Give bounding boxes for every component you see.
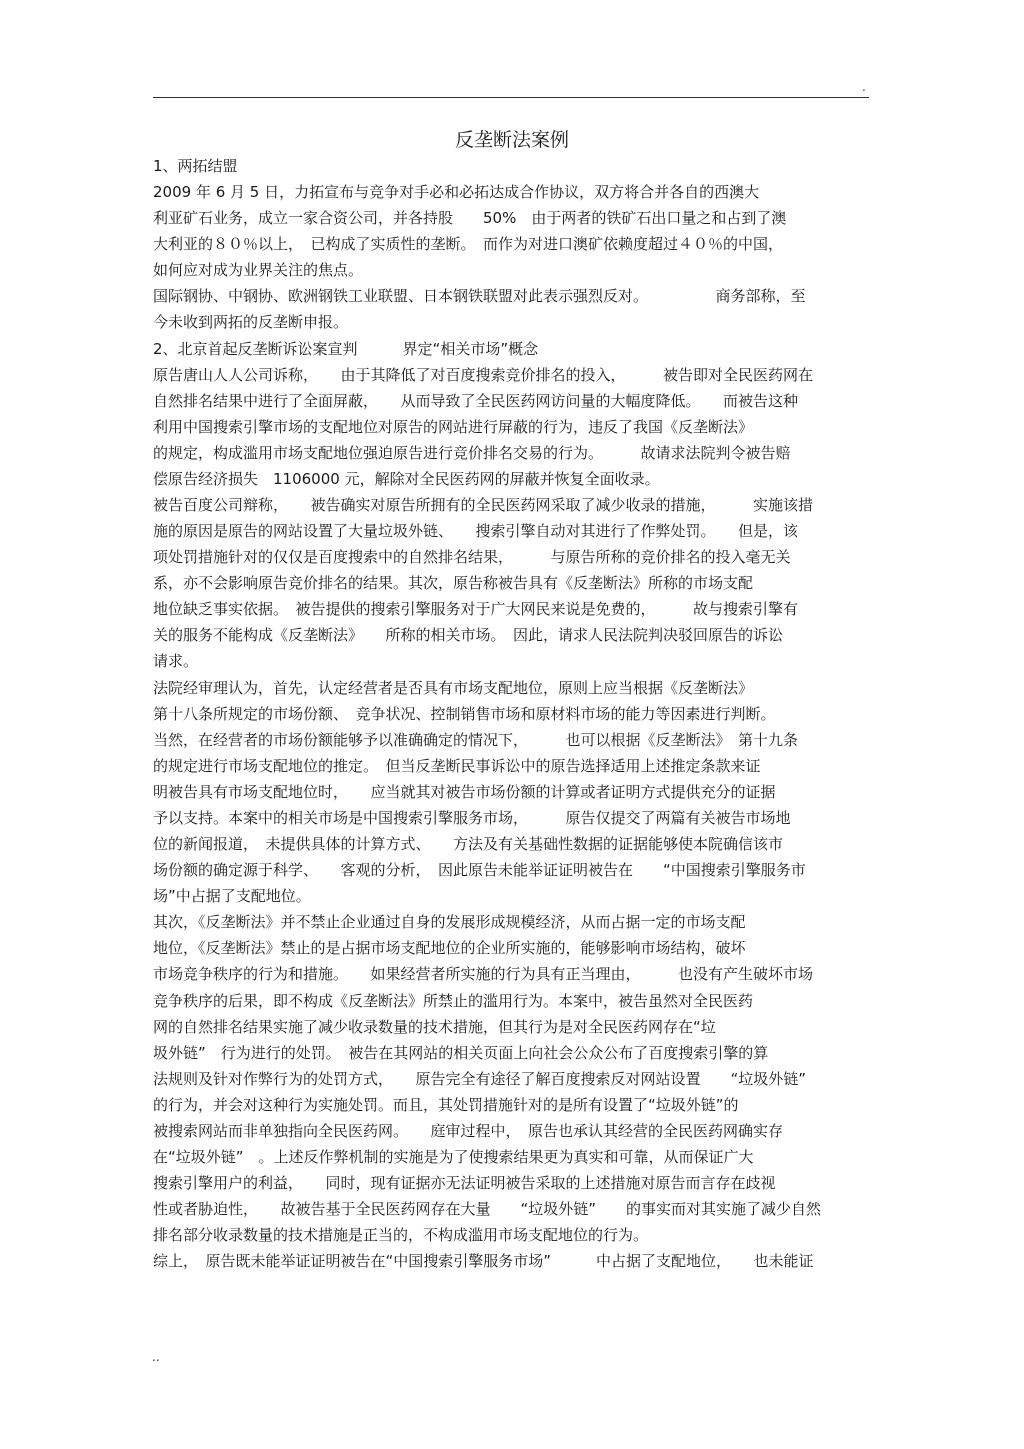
text-line: 其次，《反垄断法》并不禁止企业通过自身的发展形成规模经济，从而占据一定的市场支配 <box>153 913 746 932</box>
text-line: 被搜索网站而非单独指向全民医药网。 庭审过程中， 原告也承认其经营的全民医药网确实存 <box>153 1121 784 1140</box>
text-line: 请求。 <box>153 652 199 671</box>
text-line: 施的原因是原告的网站设置了大量垃圾外链、 搜索引擎自动对其进行了作弊处罚。 但是，该 <box>153 522 799 541</box>
text-line: 综上， 原告既未能举证证明被告在“中国搜索引擎服务市场” 中占据了支配地位， 也未能证 <box>153 1252 814 1271</box>
text-line: 在“垃圾外链” 。上述反作弊机制的实施是为了使搜索结果更为真实和可靠，从而保证广大 <box>153 1147 754 1166</box>
text-line: 圾外链” 行为进行的处罚。 被告在其网站的相关页面上向社会公众公布了百度搜索引擎的算 <box>153 1043 769 1062</box>
text-line: 的规定，构成滥用市场支配地位强迫原告进行竞价排名交易的行为。 故请求法院判令被告赔 <box>153 443 791 462</box>
text-line: 地位，《反垄断法》禁止的是占据市场支配地位的企业所实施的，能够影响市场结构，破坏 <box>153 939 746 958</box>
text-line: 竞争秩序的后果，即不构成《反垄断法》所禁止的滥用行为。本案中，被告虽然对全民医药 <box>153 991 754 1010</box>
text-line: 搜索引擎用户的利益， 同时，现有证据亦无法证明被告采取的上述措施对原告而言存在歧视 <box>153 1174 776 1193</box>
page-header-mark: . <box>862 80 866 94</box>
text-line: 排名部分收录数量的技术措施是正当的，不构成滥用市场支配地位的行为。 <box>153 1226 649 1245</box>
text-line: 市场竞争秩序的行为和措施。 如果经营者所实施的行为具有正当理由， 也没有产生破坏市场 <box>153 965 814 984</box>
text-line: 明被告具有市场支配地位时， 应当就其对被告市场份额的计算或者证明方式提供充分的证据 <box>153 782 776 801</box>
text-line: 如何应对成为业界关注的焦点。 <box>153 261 364 280</box>
text-line: 的行为，并会对这种行为实施处罚。而且，其处罚措施针对的是所有设置了“垃圾外链”的 <box>153 1095 739 1114</box>
text-line: 1、两拓结盟 <box>153 157 238 175</box>
text-line: 第十八条所规定的市场份额、 竞争状况、控制销售市场和原材料市场的能力等因素进行判断。 <box>153 704 776 723</box>
document-title: 反垄断法案例 <box>454 129 569 151</box>
document-body <box>153 153 869 1274</box>
text-line: 被告百度公司辩称， 被告确实对原告所拥有的全民医药网采取了减少收录的措施， 实施该措 <box>153 496 814 515</box>
text-line: 场份额的确定源于科学、 客观的分析， 因此原告未能举证证明被告在 “中国搜索引擎服务市 <box>153 861 806 880</box>
text-line: 法规则及针对作弊行为的处罚方式， 原告完全有途径了解百度搜索反对网站设置 “垃圾外链” <box>153 1069 807 1088</box>
text-line: 的规定进行市场支配地位的推定。 但当反垄断民事诉讼中的原告选择适用上述推定条款来证 <box>153 756 761 775</box>
text-line: 自然排名结果中进行了全面屏蔽， 从而导致了全民医药网访问量的大幅度降低。 而被告这种 <box>153 391 799 410</box>
text-line: 地位缺乏事实依据。 被告提供的搜索引擎服务对于广大网民来说是免费的， 故与搜索引擎有 <box>153 600 799 619</box>
text-line: 当然，在经营者的市场份额能够予以准确确定的情况下， 也可以根据《反垄断法》 第十九条 <box>153 730 799 749</box>
text-line: 今未收到两拓的反垄断申报。 <box>153 313 349 332</box>
text-line: 位的新闻报道， 未提供具体的计算方式、 方法及有关基础性数据的证据能够使本院确信该市 <box>153 835 784 854</box>
text-line: 网的自然排名结果实施了减少收录数量的技术措施，但其行为是对全民医药网存在“垃 <box>153 1017 716 1036</box>
text-line: 法院经审理认为，首先，认定经营者是否具有市场支配地位，原则上应当根据《反垄断法》 <box>153 678 754 697</box>
page-footer-mark: .. <box>152 1350 160 1364</box>
text-line: 国际钢协、中钢协、欧洲钢铁工业联盟、日本钢铁联盟对此表示强烈反对。 商务部称，至 <box>153 287 806 306</box>
text-line: 2009 年 6 月 5 日，力拓宣布与竞争对手必和必拓达成合作协议，双方将合并各自的西澳大 <box>153 183 760 202</box>
text-line: 原告唐山人人公司诉称， 由于其降低了对百度搜索竞价排名的投入， 被告即对全民医药网在 <box>153 365 814 384</box>
text-line: 利亚矿石业务，成立一家合资公司，并各持股 50% 由于两者的铁矿石出口量之和占到了澳 <box>153 209 787 228</box>
header-rule <box>153 97 869 98</box>
text-line: 场”中占据了支配地位。 <box>153 887 311 906</box>
text-line: 2、北京首起反垄断诉讼案宣判 界定“相关市场”概念 <box>153 339 539 358</box>
text-line: 系，亦不会影响原告竞价排名的结果。其次，原告称被告具有《反垄断法》所称的市场支配 <box>153 574 754 593</box>
text-line: 大利亚的８０％以上， 已构成了实质性的垄断。 而作为对进口澳矿依赖度超过４０％的中国， <box>153 235 784 254</box>
text-line: 偿原告经济损失 1106000 元，解除对全民医药网的屏蔽并恢复全面收录。 <box>153 469 660 488</box>
text-line: 关的服务不能构成《反垄断法》 所称的相关市场。 因此，请求人民法院判决驳回原告的诉讼 <box>153 626 784 645</box>
text-line: 项处罚措施针对的仅仅是百度搜索中的自然排名结果， 与原告所称的竞价排名的投入毫无关 <box>153 548 791 567</box>
text-line: 予以支持。本案中的相关市场是中国搜索引擎服务市场， 原告仅提交了两篇有关被告市场地 <box>153 808 791 827</box>
text-line: 性或者胁迫性， 故被告基于全民医药网存在大量 “垃圾外链” 的事实而对其实施了减少自然 <box>153 1200 822 1219</box>
text-line: 利用中国搜索引擎市场的支配地位对原告的网站进行屏蔽的行为，违反了我国《反垄断法》 <box>153 417 754 436</box>
